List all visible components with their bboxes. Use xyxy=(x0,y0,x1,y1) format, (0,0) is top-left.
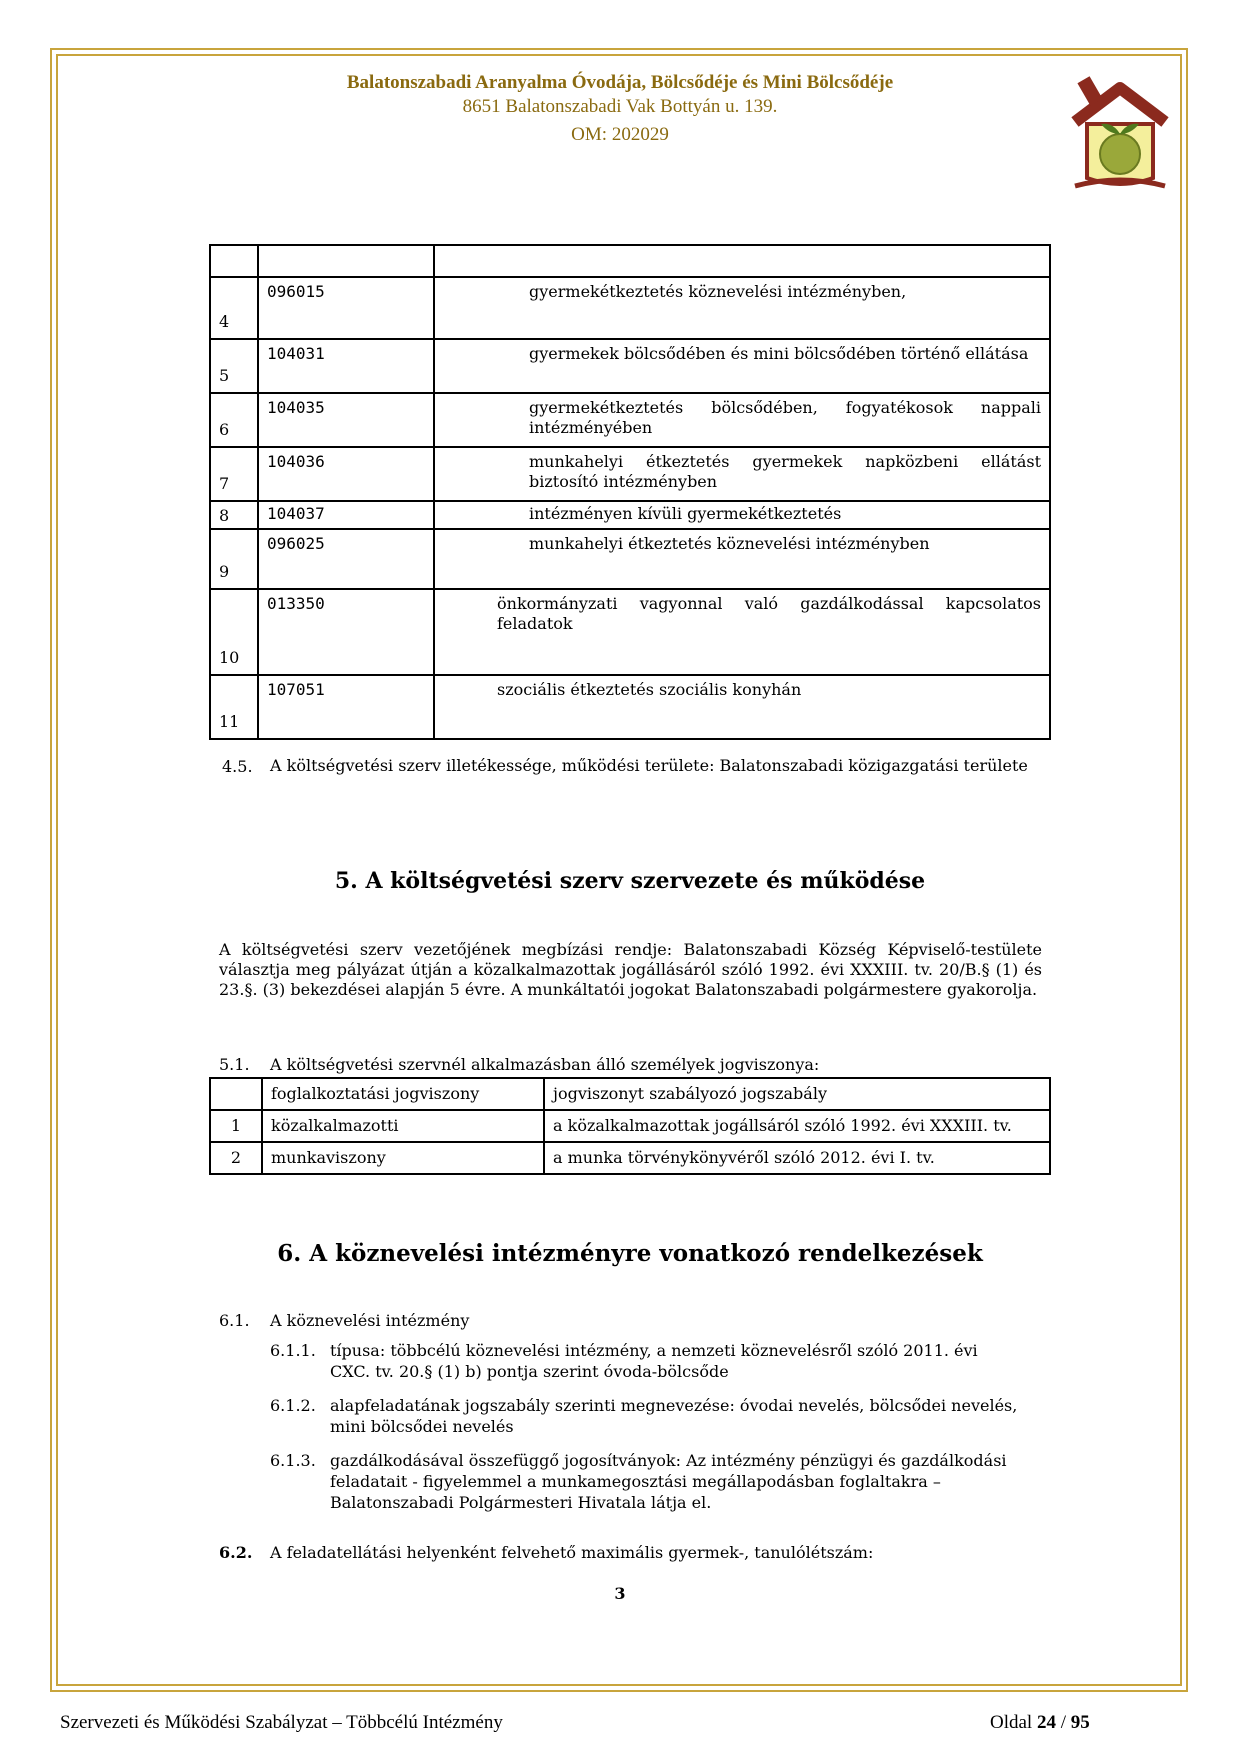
row-number: 8 xyxy=(210,501,258,529)
table-row xyxy=(210,589,1050,675)
section-6-1-text: A köznevelési intézmény xyxy=(270,1311,470,1330)
item-number: 6.1.2. xyxy=(270,1396,316,1415)
employment-type: közalkalmazotti xyxy=(262,1110,544,1142)
item-number: 6.1.1. xyxy=(270,1341,316,1360)
row-number: 7 xyxy=(210,447,258,501)
footer-total-pages: 95 xyxy=(1070,1712,1090,1733)
footer-page-separator: / xyxy=(1055,1712,1071,1733)
list-item: típusa: többcélú köznevelési intézmény, a nemzeti köznevelésről szóló 2011. évi CXC. tv. 20.§ (1) b) pontja szerint óvoda-bölcsőde xyxy=(330,1341,978,1381)
activity-description: szociális étkeztetés szociális konyhán xyxy=(434,675,1050,739)
table-row xyxy=(210,529,1050,589)
activity-code: 013350 xyxy=(258,589,434,675)
table-row xyxy=(210,447,1050,501)
item-number: 6.1.3. xyxy=(270,1451,316,1470)
header-om: OM: 202029 xyxy=(571,124,669,145)
activity-description: munkahelyi étkeztetés köznevelési intézményben xyxy=(434,529,1050,589)
section-4-5-number: 4.5. xyxy=(222,757,253,776)
footer-current-page: 24 xyxy=(1036,1712,1056,1733)
row-number: 2 xyxy=(210,1142,262,1174)
table-row xyxy=(210,393,1050,447)
activity-description: önkormányzati vagyonnal való gazdálkodással kapcsolatos feladatok xyxy=(434,589,1050,675)
row-number: 9 xyxy=(210,529,258,589)
row-number: 4 xyxy=(210,277,258,339)
section-6-heading: 6. A köznevelési intézményre vonatkozó rendelkezések xyxy=(277,1240,983,1267)
section-4-5-text: A költségvetési szerv illetékessége, működési területe: Balatonszabadi közigazgatási területe xyxy=(270,756,1028,775)
section-6-2-number: 6.2. xyxy=(219,1543,253,1562)
activity-code: 104037 xyxy=(258,501,434,529)
section-5-1-text: A költségvetési szervnél alkalmazásban álló személyek jogviszonya: xyxy=(270,1055,820,1074)
activity-code: 104035 xyxy=(258,393,434,447)
activity-description: munkahelyi étkeztetés gyermekek napközbeni ellátást biztosító intézményben xyxy=(434,447,1050,501)
section-6-1-number: 6.1. xyxy=(219,1311,250,1330)
employment-type: munkaviszony xyxy=(262,1142,544,1174)
activity-code: 096015 xyxy=(258,277,434,339)
footer-page-indicator xyxy=(990,1712,1090,1734)
activity-description: gyermekétkeztetés köznevelési intézményben, xyxy=(434,277,1050,339)
list-item: alapfeladatának jogszabály szerinti megnevezése: óvodai nevelés, bölcsődei nevelés, mini bölcsődei nevelés xyxy=(330,1396,1018,1436)
activity-code: 104031 xyxy=(258,339,434,393)
column-header: jogviszonyt szabályozó jogszabály xyxy=(544,1078,1050,1110)
section-5-heading: 5. A költségvetési szerv szervezete és működése xyxy=(334,868,926,894)
governing-law: a közalkalmazottak jogállsáról szóló 1992. évi XXXIII. tv. xyxy=(544,1110,1050,1142)
column-header xyxy=(210,1078,262,1110)
activity-description: gyermekek bölcsődében és mini bölcsődében történő ellátása xyxy=(434,339,1050,393)
column-header: foglalkoztatási jogviszony xyxy=(262,1078,544,1110)
table-row xyxy=(210,1142,1050,1174)
row-number: 5 xyxy=(210,339,258,393)
activity-description: intézményen kívüli gyermekétkeztetés xyxy=(434,501,1050,529)
activity-code: 096025 xyxy=(258,529,434,589)
footer-document-title: Szervezeti és Működési Szabályzat – Többcélú Intézmény xyxy=(60,1712,503,1733)
table-row xyxy=(210,339,1050,393)
header-title: Balatonszabadi Aranyalma Óvodája, Bölcsődéje és Mini Bölcsődéje xyxy=(346,72,894,93)
activity-code: 104036 xyxy=(258,447,434,501)
section-5-paragraph: A költségvetési szerv vezetőjének megbízási rendje: Balatonszabadi Község Képviselő-testülete választja meg pályázat útján a közalkalmazottak jogállásáról szóló 1992. évi XXXIII. tv. 20/B.§ (1) és 23.§. (3) bekezdései alapján 5 évre. A munkáltatói jogokat Balatonszabadi polgármestere gyakorolja. xyxy=(219,940,1042,999)
table-row xyxy=(210,245,1050,277)
table-row xyxy=(210,1110,1050,1142)
section-6-2-text: A feladatellátási helyenként felvehető maximális gyermek-, tanulólétszám: xyxy=(270,1543,874,1562)
row-number: 6 xyxy=(210,393,258,447)
footer-page-prefix: Oldal xyxy=(990,1712,1037,1733)
list-item: gazdálkodásával összefüggő jogosítványok: Az intézmény pénzügyi és gazdálkodási feladatait - figyelemmel a munkamegosztási megállapodásban foglaltakra – Balatonszabadi Polgármesteri Hivatala látja el. xyxy=(330,1451,1007,1512)
employment-table xyxy=(209,1077,1051,1175)
row-number: 1 xyxy=(210,1110,262,1142)
table-row xyxy=(210,277,1050,339)
row-number: 10 xyxy=(210,589,258,675)
activity-description: gyermekétkeztetés bölcsődében, fogyatékosok nappali intézményében xyxy=(434,393,1050,447)
section-5-1-number: 5.1. xyxy=(219,1055,250,1074)
activity-codes-table xyxy=(209,244,1051,740)
table-header-row xyxy=(210,1078,1050,1110)
institution-logo xyxy=(1055,74,1185,192)
inner-page-number: 3 xyxy=(614,1584,626,1603)
activity-code: 107051 xyxy=(258,675,434,739)
table-row xyxy=(210,675,1050,739)
header-address: 8651 Balatonszabadi Vak Bottyán u. 139. xyxy=(462,96,778,117)
table-row xyxy=(210,501,1050,529)
governing-law: a munka törvénykönyvéről szóló 2012. évi I. tv. xyxy=(544,1142,1050,1174)
row-number: 11 xyxy=(210,675,258,739)
